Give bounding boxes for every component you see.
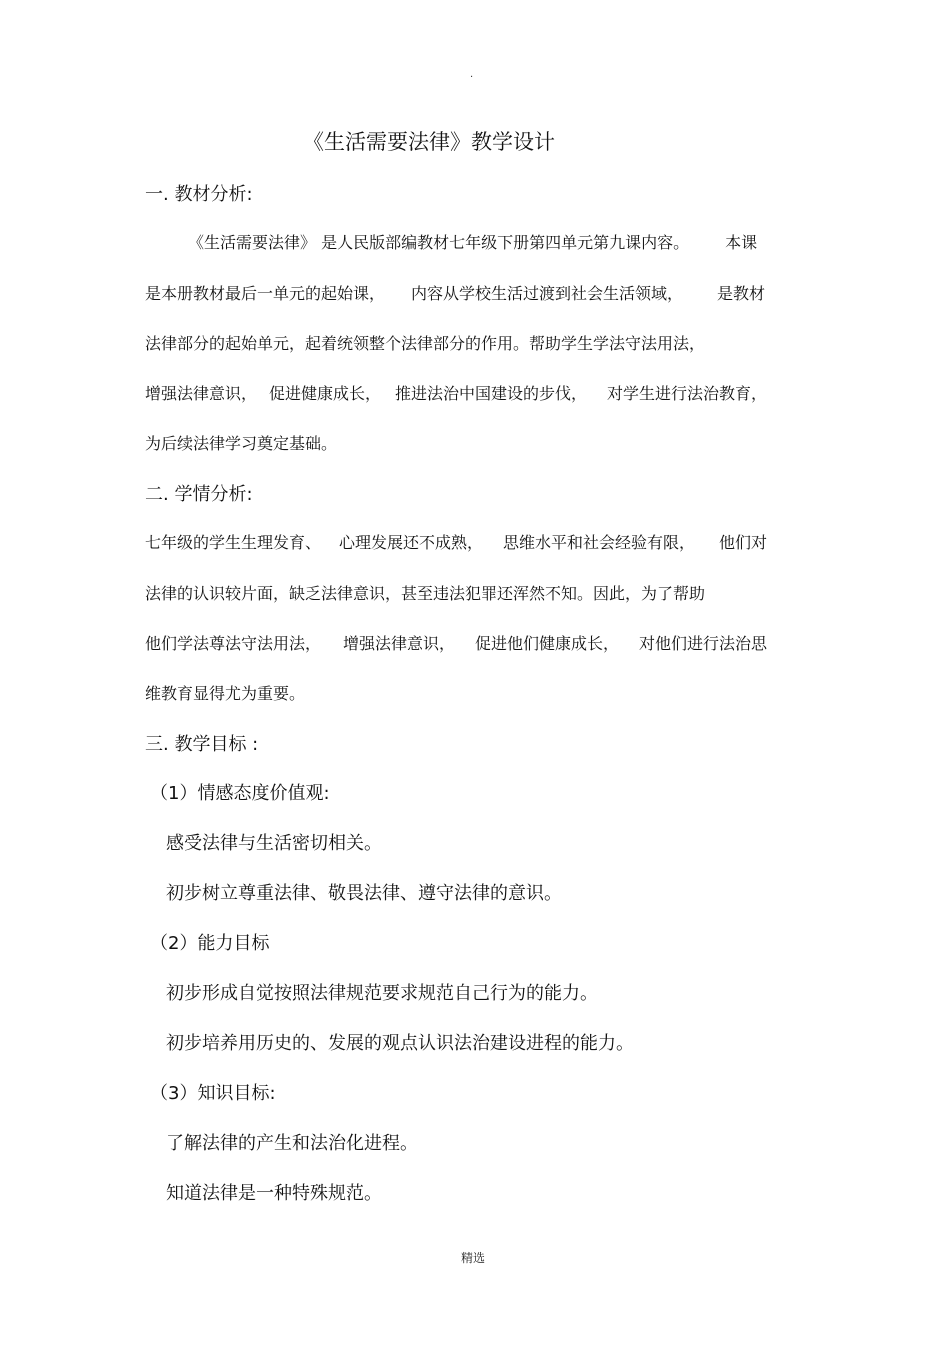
text-segment: 促进健康成长，: [269, 384, 382, 403]
text-segment: 对学生进行法治教育，: [607, 384, 768, 403]
text-segment: 对他们进行法治思: [639, 634, 768, 653]
goal-item: 初步形成自觉按照法律规范要求规范自己行为的能力。: [166, 983, 598, 1004]
text-segment: 内容从学校生活过渡到社会生活领域，: [411, 284, 684, 303]
text-segment: 心理发展还不成熟，: [339, 533, 484, 552]
goal-item: 初步培养用历史的、发展的观点认识法治建设进程的能力。: [166, 1033, 634, 1054]
text-segment: 推进法治中国建设的步伐，: [395, 384, 588, 403]
goal-label-emotion: （1）情感态度价值观:: [150, 783, 330, 804]
text-segment: 本课: [725, 233, 758, 252]
paragraph-line: [145, 331, 705, 354]
text-segment: 《生活需要法律》 是人民版部编教材七年级下册第四单元第九课内容。: [188, 233, 690, 252]
goal-item: 初步树立尊重法律、敬畏法律、遵守法律的意识。: [166, 883, 562, 904]
text-segment: 他们学法尊法守法用法，: [145, 634, 322, 653]
goal-item: 感受法律与生活密切相关。: [166, 833, 382, 854]
paragraph-line: [145, 381, 767, 404]
text-segment: 促进他们健康成长，: [475, 634, 620, 653]
text-segment: 七年级的学生生理发育、: [145, 533, 322, 552]
text-segment: 法律部分的起始单元，起着统领整个法律部分的作用。帮助学生学法守法用法，: [145, 334, 706, 353]
text-segment: 增强法律意识，: [145, 384, 258, 403]
section-heading-student-analysis: 二. 学情分析:: [145, 484, 253, 505]
paragraph-line: [145, 581, 705, 604]
goal-item: 知道法律是一种特殊规范。: [166, 1183, 382, 1204]
paragraph-line: [145, 530, 767, 553]
text-segment: 他们对: [719, 533, 768, 552]
page-footer: 精选: [461, 1251, 486, 1265]
text-segment: 是教材: [717, 284, 766, 303]
text-segment: 维教育显得尤为重要。: [145, 684, 306, 703]
section-heading-textbook-analysis: 一. 教材分析:: [145, 184, 253, 205]
paragraph-line: [145, 681, 305, 704]
paragraph-line: [145, 281, 765, 304]
document-title: 《生活需要法律》教学设计: [303, 130, 555, 154]
goal-label-ability: （2）能力目标: [150, 933, 270, 954]
paragraph-line: [145, 631, 767, 654]
paragraph-line: [145, 431, 337, 454]
header-mark: ·: [470, 72, 474, 83]
paragraph-line: [188, 230, 757, 253]
text-segment: 思维水平和社会经验有限，: [503, 533, 696, 552]
text-segment: 增强法律意识，: [343, 634, 456, 653]
goal-item: 了解法律的产生和法治化进程。: [166, 1133, 418, 1154]
goal-label-knowledge: （3）知识目标:: [150, 1083, 276, 1104]
text-segment: 为后续法律学习奠定基础。: [145, 434, 338, 453]
section-heading-teaching-goals: 三. 教学目标 :: [145, 734, 259, 755]
text-segment: 法律的认识较片面，缺乏法律意识，甚至违法犯罪还浑然不知。因此，为了帮助: [145, 584, 706, 603]
text-segment: 是本册教材最后一单元的起始课，: [145, 284, 386, 303]
